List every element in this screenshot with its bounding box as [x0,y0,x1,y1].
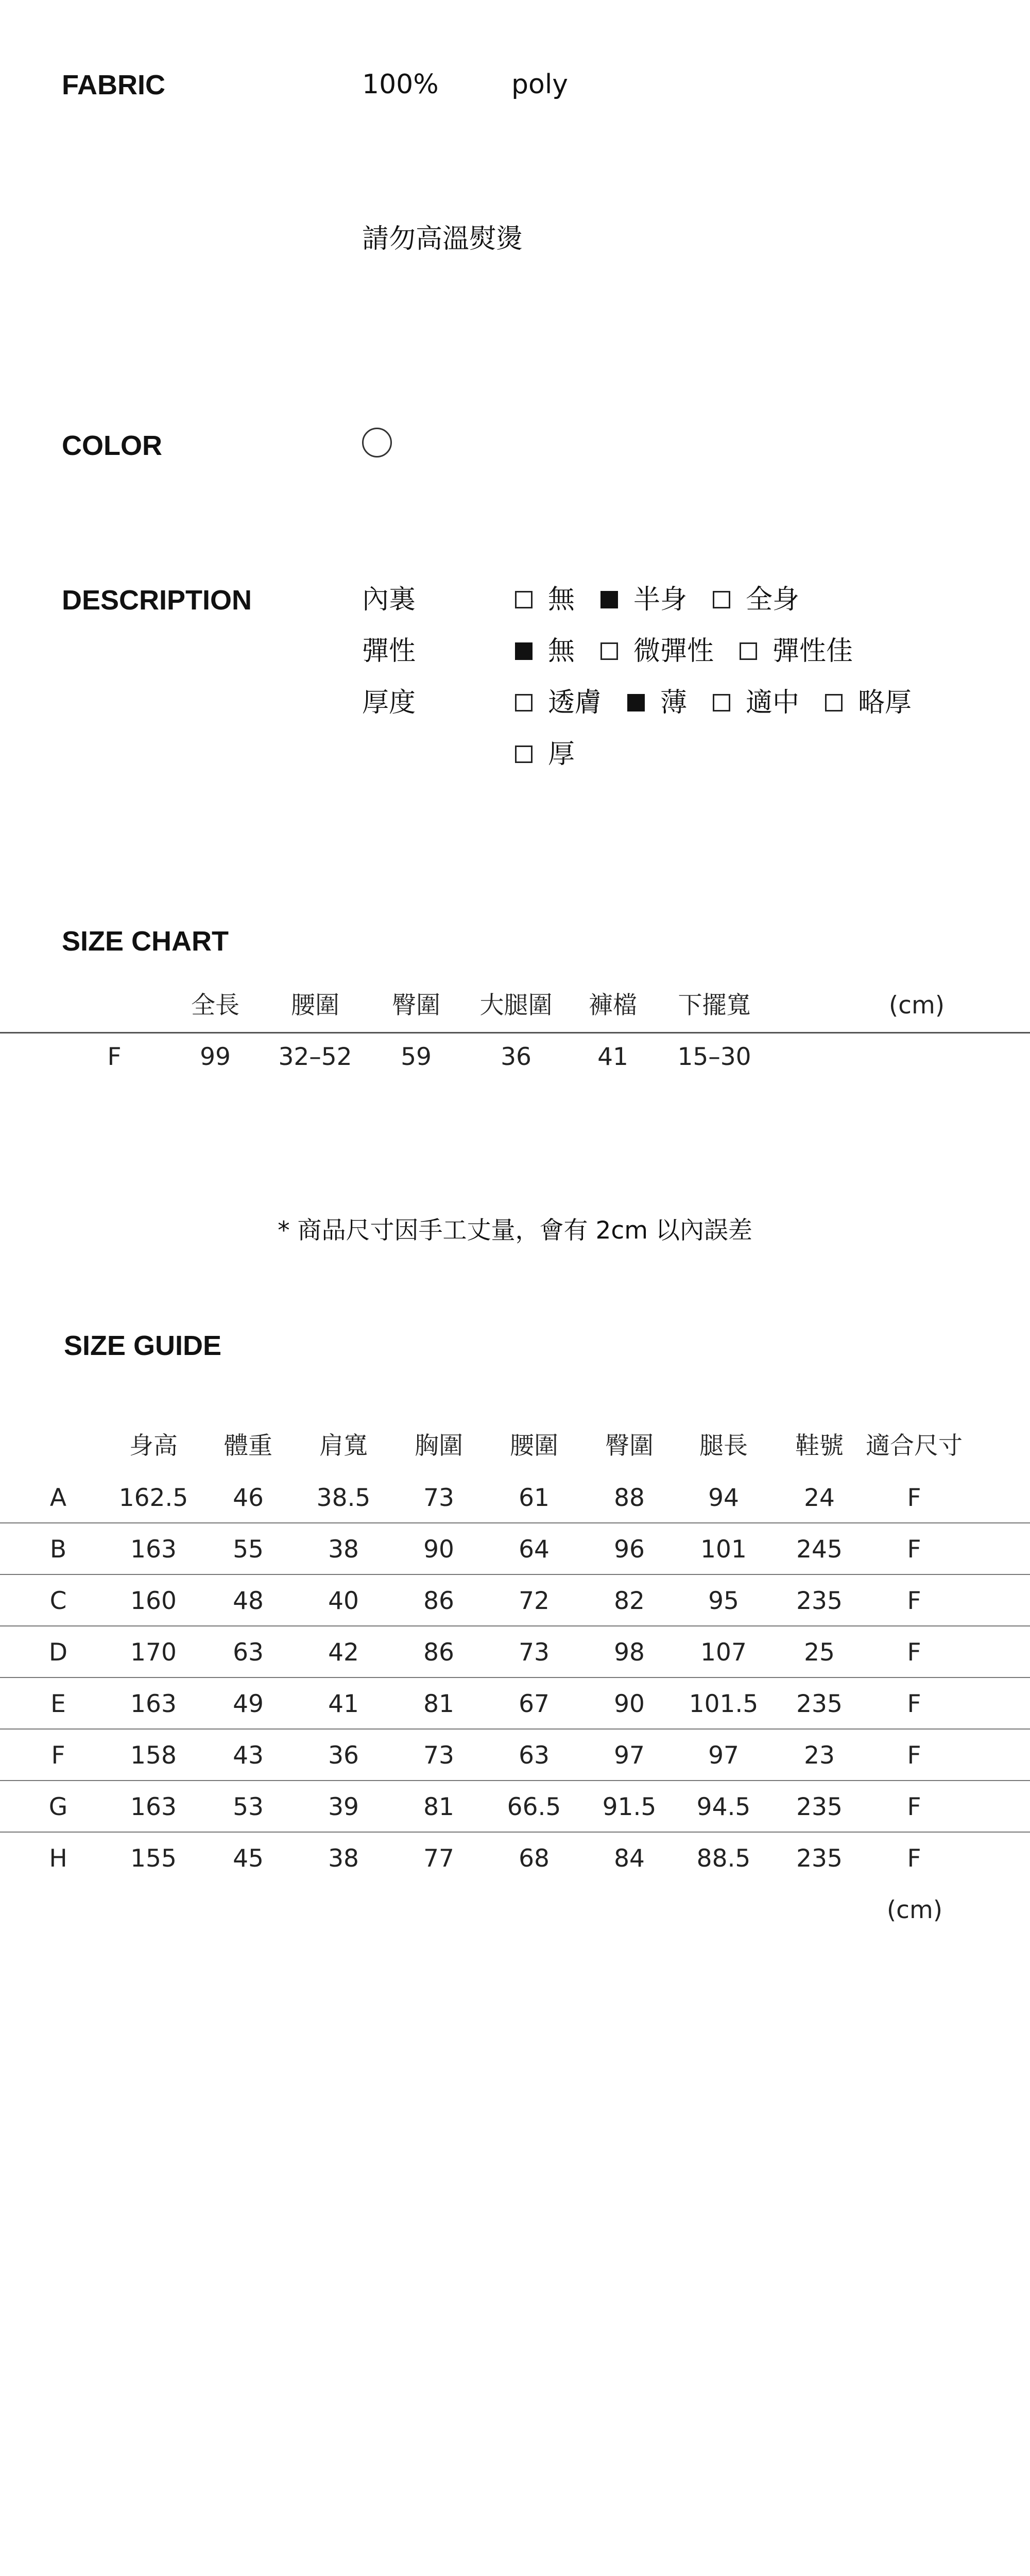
description-option-label: 透膚 [548,687,602,718]
checked-box-icon[interactable] [515,642,533,660]
description-option-label: 半身 [633,584,688,615]
size-guide-cell: 235 [796,1587,843,1615]
size-guide-cell: 66.5 [507,1793,561,1821]
size-guide-header: 臀圍 [605,1432,654,1460]
size-chart-header: 下擺寬 [678,991,751,1020]
fabric-percent: 100% [362,69,439,100]
size-guide-title: SIZE GUIDE [64,1330,222,1361]
color-swatch[interactable] [362,428,392,457]
size-guide-cell: 88 [614,1484,645,1512]
size-chart-header: 褲檔 [589,991,637,1020]
size-guide-cell: 72 [519,1587,550,1615]
size-guide-cell: 160 [130,1587,177,1615]
description-option[interactable] [713,689,799,716]
description-option[interactable] [600,638,714,665]
size-guide-cell: 82 [614,1587,645,1615]
size-guide-cell: 91.5 [602,1793,657,1821]
size-guide-cell: F [907,1484,921,1512]
size-guide-row-divider [0,1832,1030,1833]
description-option-label: 微彈性 [633,636,714,667]
size-guide-model: H [49,1844,67,1873]
size-guide-cell: 73 [519,1638,550,1667]
size-guide-cell: 107 [700,1638,747,1667]
description-option-label: 彈性佳 [772,636,853,667]
size-guide-cell: 163 [130,1793,177,1821]
size-guide-cell: 88.5 [696,1844,751,1873]
size-guide-cell: 68 [519,1844,550,1873]
size-guide-cell: 163 [130,1690,177,1718]
description-options [515,741,600,768]
size-chart-cell: 15–30 [677,1043,751,1071]
size-guide-cell: 98 [614,1638,645,1667]
unchecked-box-icon[interactable] [740,642,757,660]
size-guide-row-divider [0,1522,1030,1523]
size-guide-cell: 94.5 [696,1793,751,1821]
size-guide-cell: 77 [423,1844,454,1873]
unchecked-box-icon[interactable] [600,642,618,660]
checked-box-icon[interactable] [600,591,618,608]
size-chart-cell: 59 [401,1043,432,1071]
size-chart-cell: 32–52 [278,1043,352,1071]
size-chart-unit: (cm) [888,991,945,1020]
size-guide-cell: F [907,1587,921,1615]
size-guide-row-divider [0,1728,1030,1730]
size-guide-cell: F [907,1535,921,1564]
size-guide-cell: 101.5 [689,1690,759,1718]
size-guide-cell: 48 [233,1587,264,1615]
size-guide-cell: 63 [233,1638,264,1667]
size-guide-cell: 73 [423,1741,454,1770]
size-guide-cell: 90 [423,1535,454,1564]
size-guide-cell: 97 [708,1741,739,1770]
size-guide-cell: 101 [700,1535,747,1564]
description-option[interactable] [825,689,912,716]
size-guide-cell: 73 [423,1484,454,1512]
size-guide-cell: 90 [614,1690,645,1718]
unchecked-box-icon[interactable] [515,591,533,608]
size-guide-model: B [49,1535,67,1564]
size-guide-cell: 39 [328,1793,359,1821]
size-guide-cell: 38 [328,1844,359,1873]
size-guide-model: E [50,1690,66,1718]
size-guide-cell: 245 [796,1535,843,1564]
fabric-label: FABRIC [62,70,165,100]
size-guide-cell: F [907,1793,921,1821]
size-guide-header: 胸圍 [415,1432,463,1460]
size-guide-cell: 61 [519,1484,550,1512]
size-guide-header: 鞋號 [795,1432,844,1460]
description-option[interactable] [713,586,799,613]
size-guide-cell: 41 [328,1690,359,1718]
size-guide-cell: 170 [130,1638,177,1667]
size-guide-cell: F [907,1638,921,1667]
unchecked-box-icon[interactable] [825,694,843,711]
size-chart-header: 大腿圍 [479,991,553,1020]
description-option-label: 略厚 [858,687,912,718]
fabric-material: poly [511,69,569,100]
size-guide-cell: 81 [423,1793,454,1821]
unchecked-box-icon[interactable] [515,694,533,711]
size-guide-cell: 235 [796,1793,843,1821]
size-guide-header: 體重 [224,1432,272,1460]
size-guide-header: 肩寬 [319,1432,368,1460]
size-guide-cell: F [907,1690,921,1718]
description-option[interactable] [515,741,575,768]
size-chart-header: 臀圍 [392,991,440,1020]
description-options [515,638,879,665]
size-guide-cell: 86 [423,1587,454,1615]
size-guide-row-divider [0,1574,1030,1575]
size-guide-header: 腰圍 [510,1432,558,1460]
size-guide-cell: 42 [328,1638,359,1667]
size-guide-cell: 158 [130,1741,177,1770]
size-guide-cell: 53 [233,1793,264,1821]
size-guide-cell: 96 [614,1535,645,1564]
size-guide-cell: F [907,1741,921,1770]
description-row-label: 內裏 [362,584,416,615]
description-option-label: 無 [548,584,575,615]
size-chart-cell: 41 [597,1043,628,1071]
size-guide-cell: 155 [130,1844,177,1873]
size-chart-title: SIZE CHART [62,926,229,957]
description-option[interactable] [515,586,575,613]
unchecked-box-icon[interactable] [713,694,730,711]
description-row-label: 彈性 [362,636,416,667]
size-guide-model: F [51,1741,65,1770]
description-option[interactable] [515,638,575,665]
description-option-label: 無 [548,636,575,667]
size-guide-model: A [49,1484,67,1512]
size-guide-cell: 46 [233,1484,264,1512]
unchecked-box-icon[interactable] [515,745,533,763]
size-guide-cell: 40 [328,1587,359,1615]
size-chart-note: * 商品尺寸因手工丈量，會有 2cm 以內誤差 [278,1216,752,1245]
size-chart-cell: 99 [200,1043,231,1071]
size-guide-cell: 63 [519,1741,550,1770]
size-guide-cell: 162.5 [118,1484,188,1512]
size-guide-cell: 163 [130,1535,177,1564]
size-guide-cell: F [907,1844,921,1873]
size-guide-cell: 86 [423,1638,454,1667]
size-guide-cell: 95 [708,1587,739,1615]
description-option[interactable] [600,586,687,613]
size-guide-model: C [49,1587,67,1615]
size-guide-header: 腿長 [699,1432,748,1460]
size-guide-cell: 55 [233,1535,264,1564]
description-option-label: 厚 [548,739,575,770]
size-guide-cell: 84 [614,1844,645,1873]
size-guide-model: G [48,1793,68,1821]
color-label: COLOR [62,430,162,461]
size-guide-cell: 49 [233,1690,264,1718]
size-guide-header: 身高 [129,1432,178,1460]
description-option[interactable] [740,638,853,665]
size-guide-cell: 45 [233,1844,264,1873]
description-option[interactable] [515,689,602,716]
description-label: DESCRIPTION [62,585,252,616]
description-option[interactable] [627,689,687,716]
size-guide-header: 適合尺寸 [866,1432,963,1460]
size-guide-cell: 23 [804,1741,835,1770]
description-option-label: 全身 [746,584,800,615]
care-instruction: 請勿高溫熨燙 [362,224,523,255]
size-guide-row-divider [0,1780,1030,1781]
size-guide-cell: 235 [796,1844,843,1873]
size-guide-cell: 64 [519,1535,550,1564]
size-guide-cell: 36 [328,1741,359,1770]
size-guide-row-divider [0,1677,1030,1678]
size-guide-cell: 24 [804,1484,835,1512]
size-chart-header: 腰圍 [291,991,339,1020]
size-chart-cell: 36 [501,1043,531,1071]
size-guide-model: D [48,1638,68,1667]
description-options [515,586,825,613]
size-guide-cell: 67 [519,1690,550,1718]
size-guide-cell: 38.5 [316,1484,371,1512]
size-guide-cell: 94 [708,1484,739,1512]
description-row-label: 厚度 [362,687,416,718]
size-chart-size: F [107,1043,122,1071]
size-chart-divider [0,1032,1030,1033]
size-guide-cell: 235 [796,1690,843,1718]
size-guide-row-divider [0,1625,1030,1626]
size-guide-cell: 43 [233,1741,264,1770]
size-chart-header: 全長 [191,991,239,1020]
unchecked-box-icon[interactable] [713,591,730,608]
description-option-label: 薄 [660,687,688,718]
checked-box-icon[interactable] [627,694,645,711]
description-options [515,689,937,716]
size-guide-cell: 97 [614,1741,645,1770]
size-guide-cell: 25 [804,1638,835,1667]
size-guide-cell: 38 [328,1535,359,1564]
size-guide-unit: (cm) [886,1896,943,1924]
size-guide-cell: 81 [423,1690,454,1718]
description-option-label: 適中 [746,687,800,718]
